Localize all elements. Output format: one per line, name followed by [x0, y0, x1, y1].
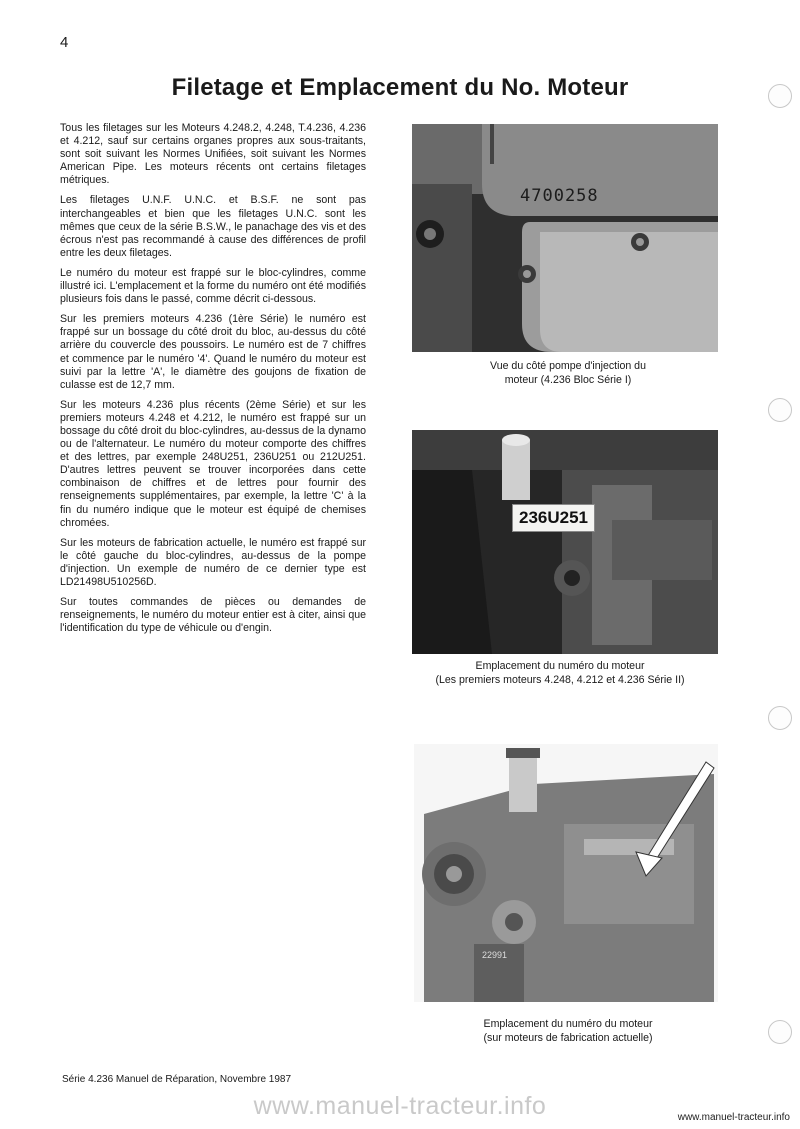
paragraph-thread-types: Les filetages U.N.F. U.N.C. et B.S.F. ne sont pas interchangeables et bien que les filetages U.N.C. sont les mêmes que ceux de la série B.S.W., le panachage des vis et des écrous n'est pas recommandé à cause des différences de profil entre les deux filetages. [60, 194, 366, 259]
caption-line: (sur moteurs de fabrication actuelle) [483, 1031, 653, 1044]
engine-number-stamp: 4700258 [520, 186, 599, 206]
engine-photo-series-2 [412, 430, 718, 654]
engine-assembly-illustration [414, 744, 718, 1002]
engine-boss-illustration [412, 430, 718, 654]
caption-line: Emplacement du numéro du moteur [475, 660, 645, 672]
punch-hole [768, 398, 792, 422]
paragraph-threads: Tous les filetages sur les Moteurs 4.248.2, 4.248, T.4.236, 4.236 et 4.212, sauf sur certains organes propres aux sous-traitants, sont soit suivant les Normes Unifiées, soit suivant les Normes American Pipe. Les moteurs récents ont certains filetages métriques. [60, 122, 366, 187]
page-title: Filetage et Emplacement du No. Moteur [171, 74, 629, 101]
engine-photo-current [414, 744, 718, 1002]
paragraph-current-production: Sur les moteurs de fabrication actuelle, le numéro est frappé sur le côté gauche du bloc-cylindres, au-dessus de la pompe d'injection. Un exemple de numéro de ce dernier type est LD21498U510256D. [60, 536, 366, 588]
figure-caption-1 [440, 360, 696, 387]
punch-hole [768, 706, 792, 730]
watermark: www.manuel-tracteur.info [253, 1092, 547, 1120]
engine-cast-number: 22991 [482, 950, 508, 960]
engine-block-illustration [412, 124, 718, 352]
page-number: 4 [60, 34, 69, 51]
paragraph-engine-number: Le numéro du moteur est frappé sur le bloc-cylindres, comme illustré ici. L'emplacement et la forme du numéro ont été modifiés plusieurs fois dans le passé, comme décrit ci-dessous. [60, 266, 366, 306]
caption-line: (Les premiers moteurs 4.248, 4.212 et 4.236 Série II) [435, 673, 685, 686]
punch-hole [768, 84, 792, 108]
watermark-url: www.manuel-tracteur.info [677, 1112, 790, 1123]
engine-number-plate: 236U251 [512, 504, 595, 532]
caption-line: moteur (4.236 Bloc Série I) [504, 373, 632, 386]
engine-photo-series-1 [412, 124, 718, 352]
caption-line: Vue du côté pompe d'injection du [490, 360, 646, 372]
caption-line: Emplacement du numéro du moteur [483, 1018, 653, 1030]
footer-manual-reference: Série 4.236 Manuel de Réparation, Novembre 1987 [62, 1074, 292, 1085]
punch-hole [768, 1020, 792, 1044]
paragraph-ordering: Sur toutes commandes de pièces ou demandes de renseignements, le numéro du moteur entier est à citer, ainsi que l'identification du type de véhicule ou d'engin. [60, 596, 366, 635]
figure-caption-2 [410, 660, 710, 687]
paragraph-series-2: Sur les moteurs 4.236 plus récents (2ème Série) et sur les premiers moteurs 4.248 et 4.212, le numéro est frappé sur un bossage du côté droit du bloc-cylindres, au-dessus de la dynamo ou de l'alternateur. Le numéro du moteur comporte des chiffres et des lettres, par exemple 248U251, 236U251 ou 212U251. D'autres lettres peuvent se trouver incorporées dans cette combinaison de chiffres et de lettres pour fournir des renseignements supplémentaires, par exemple, la lettre 'C' à la fin du numéro indique que le moteur est équipé de chemises chromées. [60, 398, 366, 529]
body-text-column [60, 122, 366, 642]
figure-caption-3 [440, 1018, 696, 1045]
paragraph-series-1: Sur les premiers moteurs 4.236 (1ère Série) le numéro est frappé sur un bossage du côté droit du bloc, au-dessus du côté arrière du couvercle des poussoirs. Le numéro est de 7 chiffres et commence par le numéro '4'. Quand le numéro du moteur est suivi par la lettre 'A', le diamètre des goujons de fixation de culasse est de 12,7 mm. [60, 313, 366, 391]
